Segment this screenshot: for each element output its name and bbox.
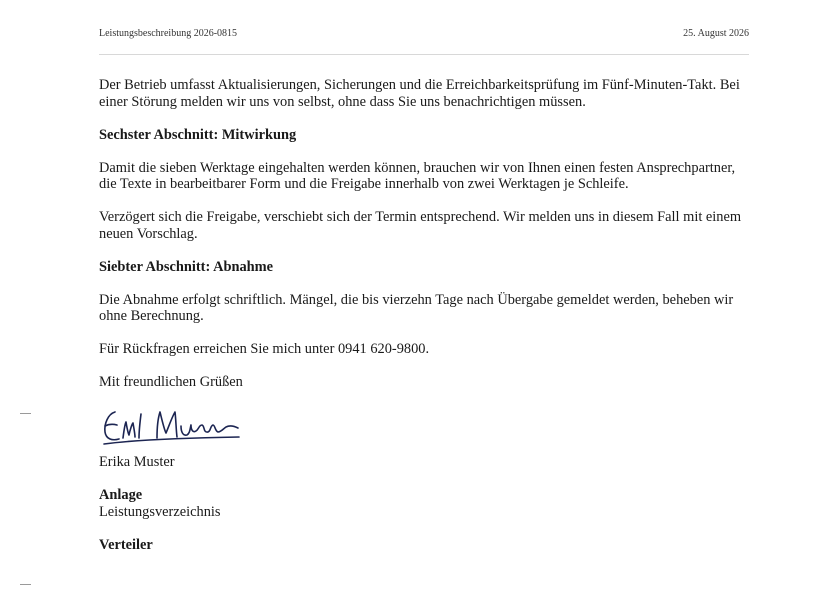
contact-line: Für Rückfragen erreichen Sie mich unter 0941 620-9800. <box>99 341 430 357</box>
header-divider <box>99 54 749 55</box>
annex-block <box>99 487 749 520</box>
signer-name: Erika Muster <box>99 454 175 470</box>
handwritten-signature <box>99 402 249 448</box>
document-reference: Leistungsbeschreibung 2026-0815 <box>99 28 238 39</box>
distribution-title: Verteiler <box>99 536 153 553</box>
fold-mark <box>20 413 31 414</box>
cooperation-paragraph: Damit die sieben Werktage eingehalten werden können, brauchen wir von Ihnen einen festen Ansprechpartner, die Texte in bearbeitbarer Form und die Freigabe innerhalb von zwei Werktagen je Schleife. <box>99 159 736 192</box>
section-heading-mitwirkung: Sechster Abschnitt: Mitwirkung <box>99 126 297 143</box>
distribution-block <box>99 537 749 554</box>
operation-paragraph: Der Betrieb umfasst Aktualisierungen, Sicherungen und die Erreichbarkeitsprüfung im Fünf-Minuten-Takt. Bei einer Störung melden wir uns von selbst, ohne dass Sie uns benachrichtigen müssen. <box>99 77 740 110</box>
document-date: 25. August 2026 <box>683 28 749 39</box>
letter-body <box>99 77 749 553</box>
punch-mark <box>20 584 31 585</box>
annex-item: Leistungsverzeichnis <box>99 503 221 520</box>
running-header <box>99 27 749 41</box>
acceptance-paragraph: Die Abnahme erfolgt schriftlich. Mängel, die bis vierzehn Tage nach Übergabe gemeldet werden, beheben wir ohne Berechnung. <box>99 291 734 324</box>
delay-paragraph: Verzögert sich die Freigabe, verschiebt sich der Termin entsprechend. Wir melden uns in diesem Fall mit einem neuen Vorschlag. <box>99 209 742 242</box>
section-heading-abnahme: Siebter Abschnitt: Abnahme <box>99 258 274 275</box>
closing-line: Mit freundlichen Grüßen <box>99 374 243 390</box>
annex-title: Anlage <box>99 487 143 503</box>
